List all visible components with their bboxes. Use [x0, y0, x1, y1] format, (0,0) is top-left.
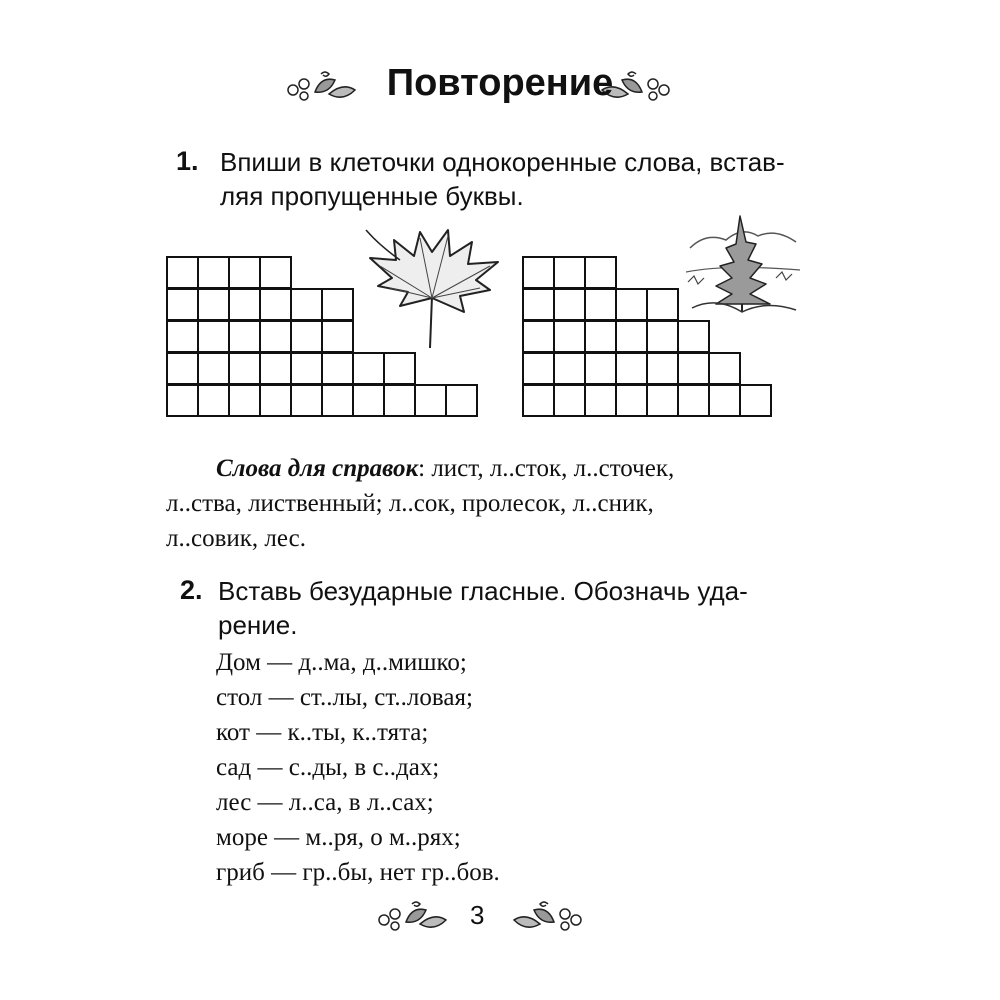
maple-leaf-icon — [360, 226, 510, 356]
grid-cell[interactable] — [228, 384, 261, 417]
grid-cell[interactable] — [321, 384, 354, 417]
grid-cell[interactable] — [615, 384, 648, 417]
reference-words — [166, 451, 816, 556]
grid-cell[interactable] — [522, 320, 555, 353]
reference-line-1: : лист, л..сток, л..сточек, — [418, 455, 675, 482]
grid-cell[interactable] — [584, 320, 617, 353]
grid-cell[interactable] — [290, 320, 323, 353]
grid-cell[interactable] — [259, 320, 292, 353]
task1-line-1: Впиши в клеточки однокоренные слова, встав- — [220, 147, 785, 177]
grid-cell[interactable] — [584, 288, 617, 321]
reference-label: Слова для справок — [216, 455, 419, 482]
word-line-7: гриб — гр..бы, нет гр..бов. — [216, 859, 500, 886]
grid-cell[interactable] — [708, 352, 741, 385]
grid-cell[interactable] — [553, 256, 586, 289]
footer-ornament-left-icon — [376, 898, 448, 934]
task2-line-2: рение. — [218, 610, 298, 640]
task2-line-1: Вставь безударные гласные. Обозначь уда- — [218, 576, 748, 606]
task2-number: 2. — [180, 575, 203, 605]
word-list — [216, 645, 500, 890]
grid-cell[interactable] — [228, 352, 261, 385]
grid-cell[interactable] — [739, 384, 772, 417]
grid-cell[interactable] — [553, 288, 586, 321]
grid-cell[interactable] — [553, 384, 586, 417]
page-title: Повторение — [386, 62, 614, 104]
grid-cell[interactable] — [321, 352, 354, 385]
grid-cell[interactable] — [228, 288, 261, 321]
grid-cell[interactable] — [522, 384, 555, 417]
word-line-5: лес — л..са, в л..сах; — [216, 789, 434, 816]
grid-cell[interactable] — [615, 288, 648, 321]
grid-cell[interactable] — [197, 352, 230, 385]
grid-cell[interactable] — [646, 320, 679, 353]
reference-line-2: л..ства, лиственный; л..сок, пролесок, л..сник, — [166, 490, 654, 517]
grid-cell[interactable] — [259, 352, 292, 385]
grid-cell[interactable] — [352, 352, 385, 385]
reference-line-3: л..совик, лес. — [166, 525, 306, 552]
word-line-3: кот — к..ты, к..тята; — [216, 719, 429, 746]
word-line-1: Дом — д..ма, д..мишко; — [216, 649, 467, 676]
grid-cell[interactable] — [259, 256, 292, 289]
grid-cell[interactable] — [615, 320, 648, 353]
grid-cell[interactable] — [197, 256, 230, 289]
grid-cell[interactable] — [383, 352, 416, 385]
grid-cell[interactable] — [646, 288, 679, 321]
grid-cell[interactable] — [553, 352, 586, 385]
grid-cell[interactable] — [708, 384, 741, 417]
grid-cell[interactable] — [321, 288, 354, 321]
grid-cell[interactable] — [646, 352, 679, 385]
grid-cell[interactable] — [352, 384, 385, 417]
grid-cell[interactable] — [166, 320, 199, 353]
grid-cell[interactable] — [259, 384, 292, 417]
grid-cell[interactable] — [166, 352, 199, 385]
word-line-4: сад — с..ды, в с..дах; — [216, 754, 440, 781]
grid-cell[interactable] — [290, 288, 323, 321]
grid-cell[interactable] — [677, 352, 710, 385]
grid-cell[interactable] — [646, 384, 679, 417]
grid-cell[interactable] — [383, 384, 416, 417]
grid-cell[interactable] — [228, 320, 261, 353]
grid-cell[interactable] — [321, 320, 354, 353]
grid-cell[interactable] — [290, 384, 323, 417]
grid-cell[interactable] — [677, 320, 710, 353]
word-line-2: стол — ст..лы, ст..ловая; — [216, 684, 473, 711]
grid-cell[interactable] — [522, 288, 555, 321]
grid-cell[interactable] — [166, 288, 199, 321]
grid-cell[interactable] — [522, 256, 555, 289]
grid-cell[interactable] — [197, 320, 230, 353]
grid-cell[interactable] — [166, 256, 199, 289]
grid-cell[interactable] — [445, 384, 478, 417]
task2-instruction — [218, 574, 748, 642]
grid-cell[interactable] — [414, 384, 447, 417]
task1-instruction — [220, 145, 785, 213]
grid-cell[interactable] — [259, 288, 292, 321]
footer-ornament-right-icon — [512, 898, 584, 934]
grid-cell[interactable] — [166, 384, 199, 417]
grid-cell[interactable] — [197, 288, 230, 321]
grid-cell[interactable] — [677, 384, 710, 417]
grid-cell[interactable] — [197, 384, 230, 417]
task1-line-2: ляя пропущенные буквы. — [220, 181, 524, 211]
page-number: 3 — [470, 900, 485, 930]
grid-cell[interactable] — [290, 352, 323, 385]
grid-cell[interactable] — [553, 320, 586, 353]
word-line-6: море — м..ря, о м..рях; — [216, 824, 461, 851]
task1-number: 1. — [176, 146, 199, 176]
grid-cell[interactable] — [584, 352, 617, 385]
grid-cell[interactable] — [522, 352, 555, 385]
grid-cell[interactable] — [228, 256, 261, 289]
forest-tree-icon — [686, 212, 800, 318]
grid-cell[interactable] — [584, 384, 617, 417]
grid-cell[interactable] — [615, 352, 648, 385]
grid-cell[interactable] — [584, 256, 617, 289]
